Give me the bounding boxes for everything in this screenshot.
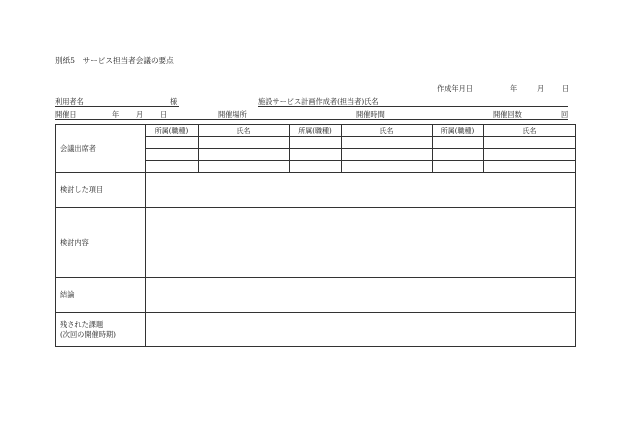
plan-creator-underline — [258, 106, 568, 107]
created-year-unit: 年 — [510, 84, 518, 93]
meeting-year-unit: 年 — [112, 110, 120, 119]
items-field[interactable] — [146, 173, 576, 207]
attendee-header-affiliation-2: 所属(職種) — [298, 127, 332, 135]
meeting-count-label: 開催回数 — [493, 110, 522, 119]
meeting-place-label: 開催場所 — [218, 110, 247, 119]
attendee-cells[interactable] — [146, 137, 576, 172]
conclusion-field[interactable] — [146, 278, 576, 312]
content-label: 検討内容 — [60, 238, 89, 247]
page-title: 別紙5 サービス担当者会議の要点 — [55, 56, 174, 65]
meeting-month-unit: 月 — [136, 110, 144, 119]
attendee-header-name-1: 氏名 — [236, 127, 251, 135]
attendees-label: 会議出席者 — [60, 144, 96, 153]
attendee-header-affiliation-3: 所属(職種) — [440, 127, 475, 135]
content-field[interactable] — [146, 208, 576, 277]
attendee-header-affiliation-1: 所属(職種) — [154, 127, 189, 135]
created-day-unit: 日 — [562, 84, 570, 93]
user-name-label: 利用者名 — [55, 97, 84, 106]
attendee-header-name-2: 氏名 — [379, 127, 394, 135]
meeting-summary-table — [55, 124, 576, 347]
conclusion-label: 結論 — [60, 290, 75, 299]
plan-creator-label: 施設サービス計画作成者(担当者)氏名 — [258, 97, 379, 106]
attendee-header-name-3: 氏名 — [522, 127, 537, 135]
created-month-unit: 月 — [537, 84, 545, 93]
meeting-date-label: 開催日 — [55, 110, 77, 119]
remaining-issues-label: 残された課題 — [60, 320, 104, 329]
meeting-time-label: 開催時間 — [356, 110, 385, 119]
user-name-underline — [55, 106, 179, 107]
remaining-issues-field[interactable] — [146, 313, 576, 347]
next-meeting-label: (次回の開催時期) — [60, 330, 116, 339]
user-sama: 様 — [170, 97, 178, 106]
meeting-line-underline — [55, 119, 568, 120]
meeting-count-unit: 回 — [561, 110, 569, 119]
created-date-label: 作成年月日 — [437, 84, 473, 93]
items-label: 検討した項目 — [60, 185, 104, 194]
meeting-day-unit: 日 — [160, 110, 168, 119]
